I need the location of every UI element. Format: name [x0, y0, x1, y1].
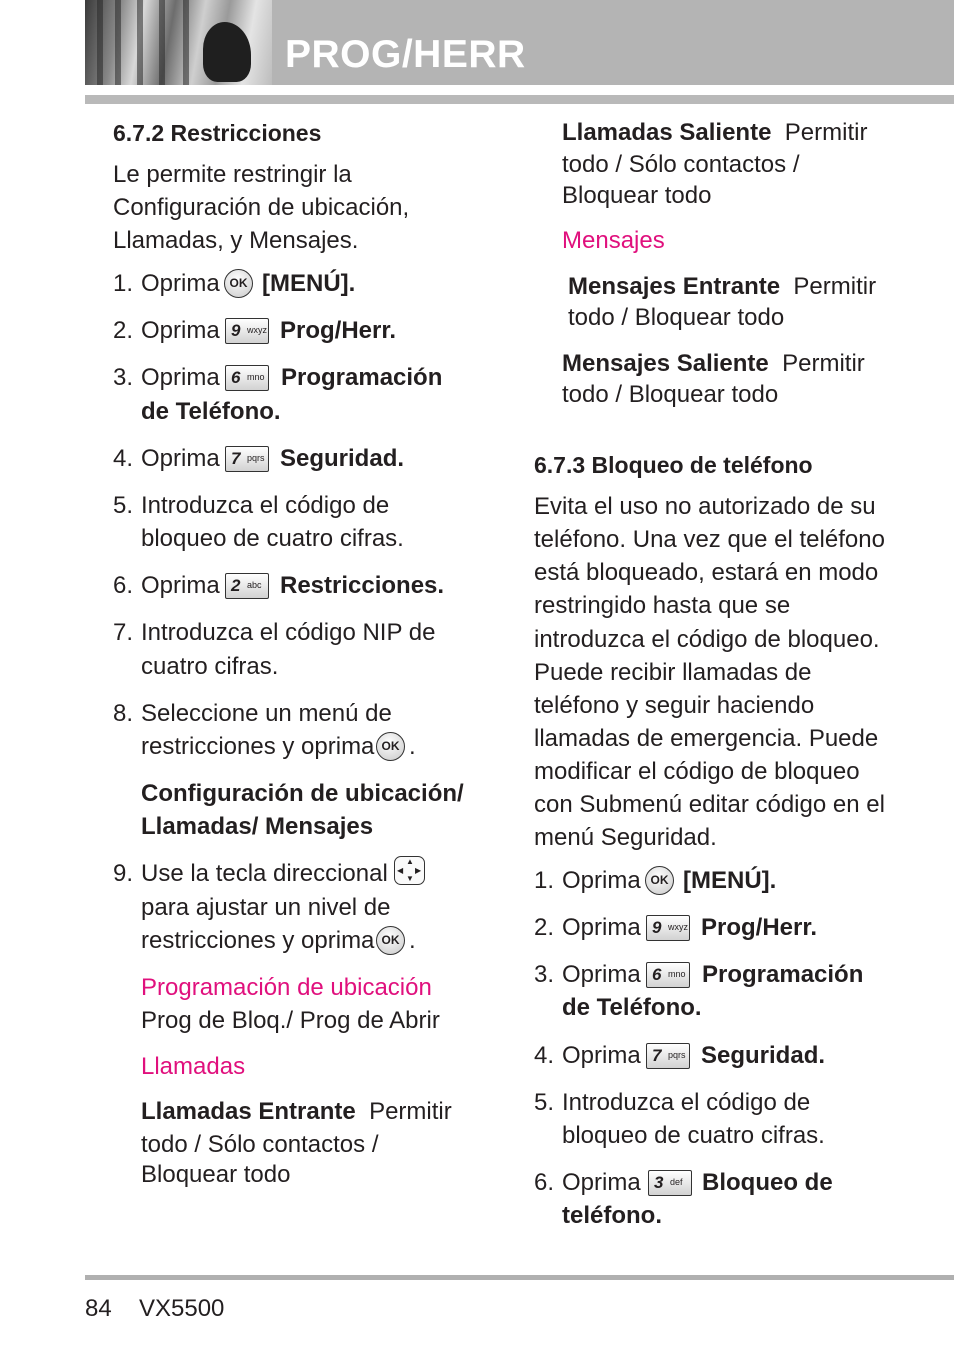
ok-key-icon: OK	[376, 732, 405, 761]
step-text: para ajustar un nivel de	[141, 894, 391, 921]
step-bold: [MENÚ].	[683, 867, 777, 894]
option-label-prog-ubicacion: Programación de ubicación	[141, 974, 432, 1001]
step-number: 1.	[113, 270, 134, 297]
step-text: Oprima	[141, 270, 220, 297]
step-text: Oprima	[562, 1169, 641, 1196]
para-line: con Submenú editar código en el	[534, 791, 885, 818]
step-text: Use la tecla direccional	[141, 860, 388, 887]
step-number: 2.	[534, 914, 555, 941]
menu-options: Configuración de ubicación/	[141, 780, 464, 807]
step-text: bloqueo de cuatro cifras.	[562, 1122, 825, 1149]
key-9-icon: 9 wxyz	[646, 915, 690, 941]
step-text: Oprima	[562, 867, 641, 894]
step-text: Oprima	[141, 317, 220, 344]
header-photo	[85, 0, 272, 85]
ok-key-icon: OK	[376, 926, 405, 955]
option-saliente: Llamadas Saliente Permitir	[562, 119, 868, 146]
step-number: 8.	[113, 700, 134, 727]
step-number: 7.	[113, 619, 134, 646]
ok-key-icon: OK	[645, 866, 674, 895]
step-text: bloqueo de cuatro cifras.	[141, 525, 404, 552]
intro-line: Llamadas, y Mensajes.	[113, 227, 359, 254]
step-bold: teléfono.	[562, 1202, 662, 1229]
step-bold: Programación	[281, 364, 443, 391]
para-line: Evita el uso no autorizado de su	[534, 493, 876, 520]
step-text: Oprima	[562, 914, 641, 941]
step-text: Introduzca el código de	[562, 1089, 811, 1116]
page-title: PROG/HERR	[285, 33, 526, 76]
step-text: cuatro cifras.	[141, 653, 279, 680]
para-line: modificar el código de bloqueo	[534, 758, 860, 785]
step-text: Oprima	[141, 572, 220, 599]
section-heading-restricciones: 6.7.2 Restricciones	[113, 120, 322, 146]
step-bold: de Teléfono.	[141, 398, 281, 425]
step-number: 5.	[534, 1089, 555, 1116]
step-number: 5.	[113, 492, 134, 519]
step-bold: Restricciones.	[280, 572, 445, 599]
model-name: VX5500	[139, 1295, 225, 1322]
menu-options: Llamadas/ Mensajes	[141, 813, 374, 840]
key-7-icon: 7 pqrs	[646, 1043, 690, 1069]
step-bold: [MENÚ].	[262, 270, 356, 297]
step-bold: de Teléfono.	[562, 994, 702, 1021]
page-number: 84	[85, 1295, 112, 1322]
para-line: teléfono y seguir haciendo	[534, 692, 815, 719]
step-number: 4.	[534, 1042, 555, 1069]
option-msg-saliente: Mensajes Saliente Permitir	[562, 350, 865, 377]
step-number: 3.	[534, 961, 555, 988]
step-text: Introduzca el código NIP de	[141, 619, 436, 646]
option-value: todo / Bloquear todo	[568, 304, 785, 331]
section-heading-bloqueo: 6.7.3 Bloqueo de teléfono	[534, 452, 813, 478]
ok-key-icon: OK	[224, 269, 253, 298]
para-line: introduzca el código de bloqueo.	[534, 626, 880, 653]
option-entrante: Llamadas Entrante Permitir	[141, 1098, 452, 1125]
step-text: Oprima	[141, 364, 220, 391]
key-3-icon: 3 def	[648, 1170, 692, 1196]
para-line: menú Seguridad.	[534, 824, 717, 851]
step-number: 3.	[113, 364, 134, 391]
step-number: 4.	[113, 445, 134, 472]
step-bold: Programación	[702, 961, 864, 988]
step-text: restricciones y oprima	[141, 927, 375, 954]
header-rule	[85, 95, 954, 104]
step-text: Oprima	[562, 1042, 641, 1069]
option-value: Bloquear todo	[562, 182, 712, 209]
step-bold: Bloqueo de	[702, 1169, 833, 1196]
option-label-mensajes: Mensajes	[562, 227, 665, 254]
key-2-icon: 2 abc	[225, 573, 269, 599]
option-label-llamadas: Llamadas	[141, 1053, 246, 1080]
punctuation: .	[409, 733, 416, 760]
intro-line: Configuración de ubicación,	[113, 194, 410, 221]
step-text: Oprima	[562, 961, 641, 988]
step-bold: Seguridad.	[701, 1042, 826, 1069]
step-text: Introduzca el código de	[141, 492, 390, 519]
step-number: 6.	[534, 1169, 555, 1196]
option-value: todo / Sólo contactos /	[562, 151, 800, 178]
para-line: restringido hasta que se	[534, 592, 791, 619]
footer-rule	[85, 1275, 954, 1280]
step-bold: Prog/Herr.	[701, 914, 818, 941]
para-line: teléfono. Una vez que el teléfono	[534, 526, 885, 553]
step-text: restricciones y oprima	[141, 733, 375, 760]
option-value: todo / Bloquear todo	[562, 381, 779, 408]
step-text: Oprima	[141, 445, 220, 472]
para-line: llamadas de emergencia. Puede	[534, 725, 879, 752]
step-number: 2.	[113, 317, 134, 344]
option-msg-entrante: Mensajes Entrante Permitir	[568, 273, 877, 300]
option-value: Bloquear todo	[141, 1161, 291, 1188]
step-number: 1.	[534, 867, 555, 894]
key-6-icon: 6 mno	[646, 962, 690, 988]
step-number: 9.	[113, 860, 134, 887]
step-text: Seleccione un menú de	[141, 700, 392, 727]
option-value: Prog de Bloq./ Prog de Abrir	[141, 1007, 440, 1034]
para-line: está bloqueado, estará en modo	[534, 559, 879, 586]
key-7-icon: 7 pqrs	[225, 446, 269, 472]
step-number: 6.	[113, 572, 134, 599]
step-bold: Seguridad.	[280, 445, 405, 472]
step-bold: Prog/Herr.	[280, 317, 397, 344]
key-6-icon: 6 mno	[225, 365, 269, 391]
directional-key-icon: ▲ ▼ ◀ ▶	[394, 856, 425, 885]
key-9-icon: 9 wxyz	[225, 318, 269, 344]
intro-line: Le permite restringir la	[113, 161, 352, 188]
option-value: todo / Sólo contactos /	[141, 1131, 379, 1158]
para-line: Puede recibir llamadas de	[534, 659, 812, 686]
punctuation: .	[409, 927, 416, 954]
